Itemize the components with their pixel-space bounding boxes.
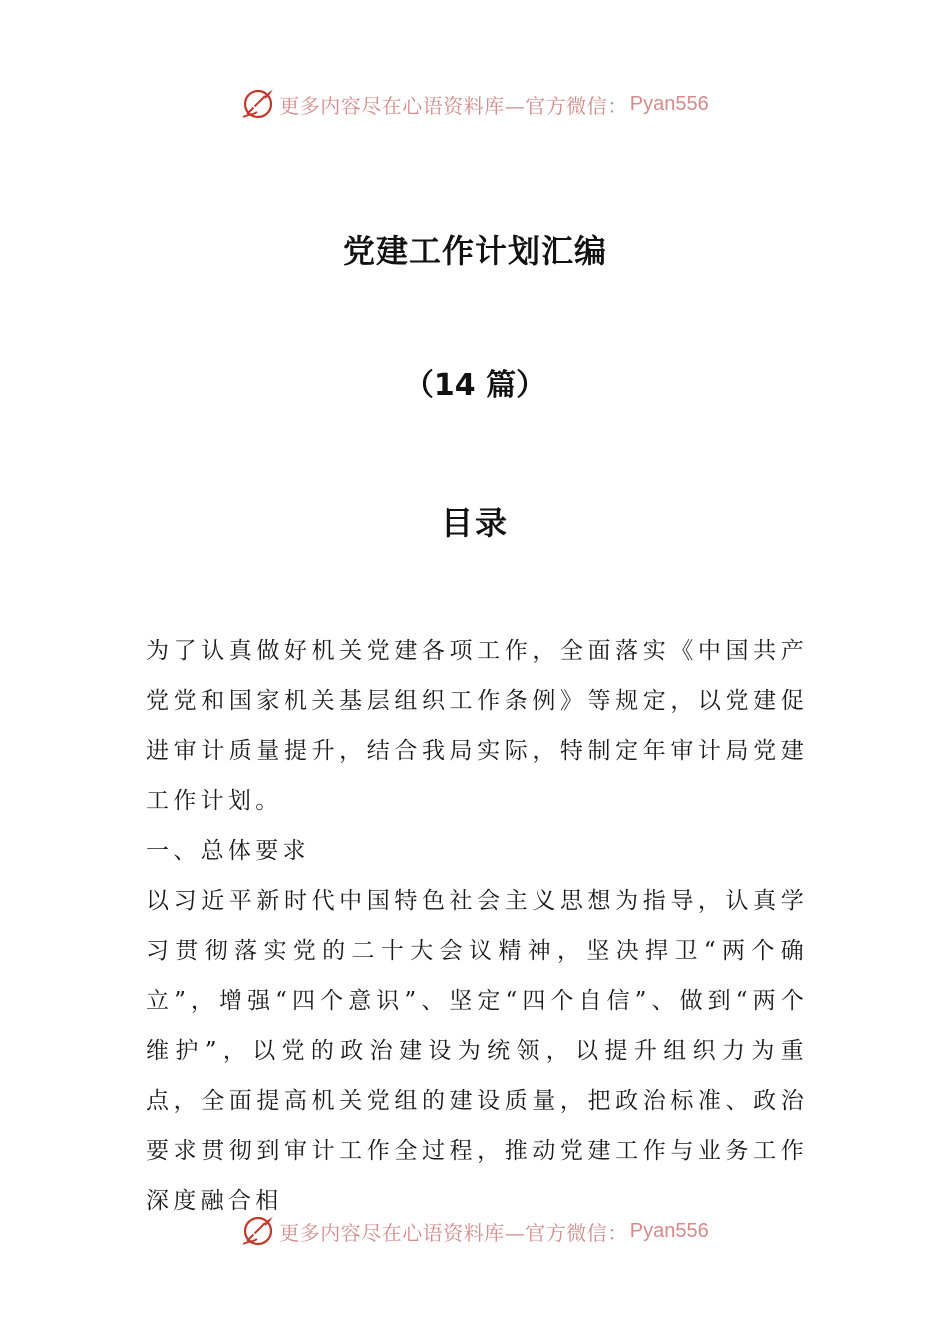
article-count: （14 篇） <box>403 368 547 403</box>
toc-heading: 目录 <box>440 504 509 542</box>
body-paragraph: 以习近平新时代中国特色社会主义思想为指导，认真学习贯彻落实党的二十大会议精神，坚决捍卫“两个确立”，增强“四个意识”、坚定“四个自信”、做到“两个维护”，以党的政治建设为统领，以提升组织力为重点，全面提高机关党组的建设质量，把政治标准、政治要求贯彻到审计工作全过程，推动党建工作与业务工作深度融合相 <box>146 888 808 1214</box>
watermark-footer <box>0 1211 950 1251</box>
body-content <box>146 626 808 1226</box>
watermark-header <box>0 84 950 124</box>
quill-logo-icon <box>241 1214 275 1248</box>
document-title: 党建工作计划汇编 <box>342 232 607 270</box>
watermark-text: 更多内容尽在心语资料库—官方微信： <box>279 1220 628 1245</box>
watermark-wechat-id: Pyan556 <box>629 1219 709 1242</box>
quill-logo-icon <box>241 87 275 121</box>
intro-paragraph: 为了认真做好机关党建各项工作，全面落实《中国共产党党和国家机关基层组织工作条例》等规定，以党建促进审计质量提升，结合我局实际，特制定年审计局党建工作计划。 <box>146 638 808 814</box>
watermark-wechat-id: Pyan556 <box>629 92 709 115</box>
section-heading: 一、总体要求 <box>146 838 310 864</box>
watermark-text: 更多内容尽在心语资料库—官方微信： <box>279 93 628 118</box>
